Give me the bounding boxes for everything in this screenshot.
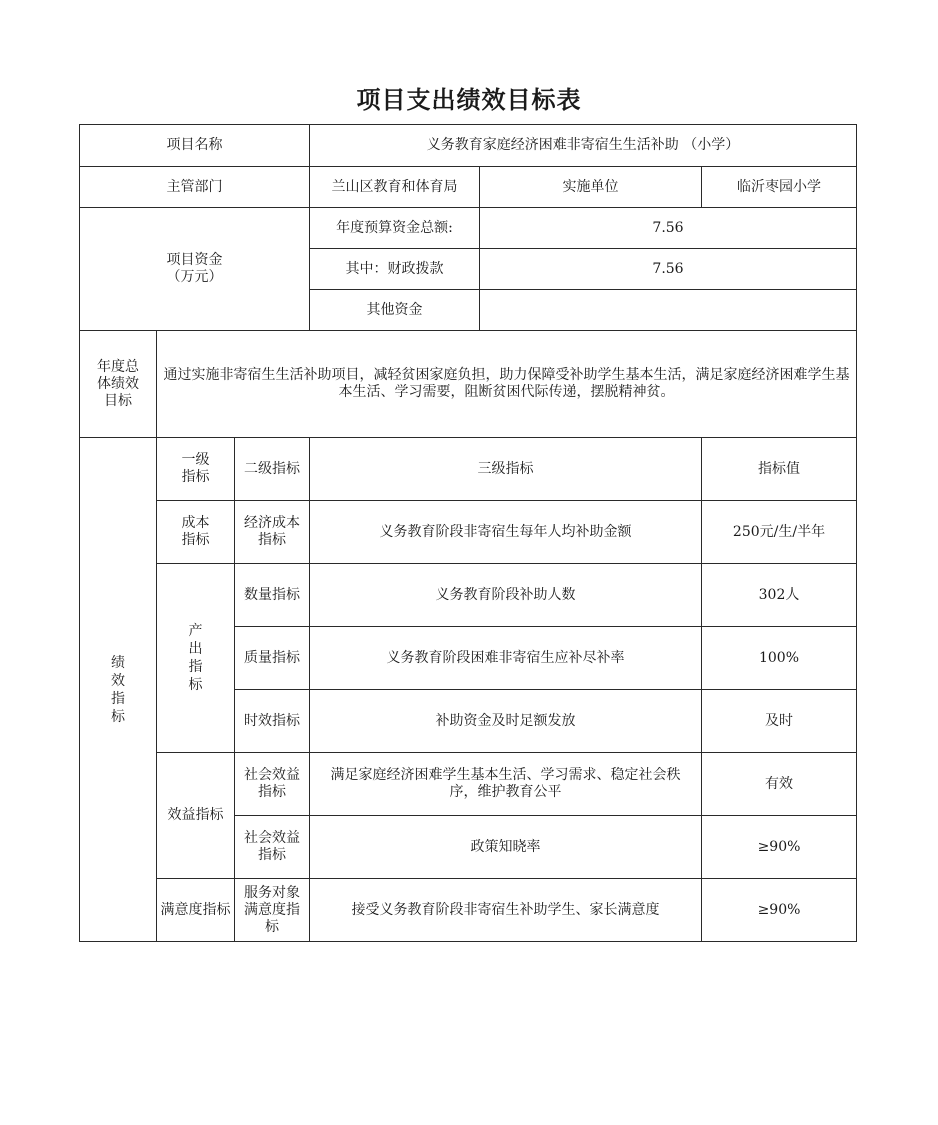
table-row	[80, 501, 857, 564]
project-name-value: 义务教育家庭经济困难非寄宿生生活补助 （小学）	[310, 125, 857, 167]
level3-cell: 满足家庭经济困难学生基本生活、学习需求、稳定社会秩序，维护教育公平	[330, 767, 681, 800]
impl-unit-value: 临沂枣园小学	[702, 167, 857, 208]
level1-cell: 效益指标	[157, 753, 235, 879]
header-level1: 一级指标	[181, 452, 210, 485]
impl-unit-label: 实施单位	[480, 167, 702, 208]
table-row	[80, 167, 857, 208]
level2-cell: 服务对象满意度指标	[244, 884, 300, 935]
level2-cell: 质量指标	[235, 627, 310, 690]
level1-cell: 产出指标	[188, 623, 203, 693]
level2-cell: 社会效益指标	[244, 830, 300, 863]
header-value: 指标值	[702, 438, 857, 501]
department-value: 兰山区教育和体育局	[310, 167, 480, 208]
level3-cell: 补助资金及时足额发放	[310, 690, 702, 753]
indicators-section-label: 绩效指标	[111, 654, 125, 725]
fiscal-label: 其中：财政拨款	[310, 249, 480, 290]
value-cell: ≥90%	[702, 879, 857, 942]
header-level2: 二级指标	[244, 460, 300, 477]
goal-label: 年度总体绩效目标	[97, 358, 139, 409]
level3-cell: 接受义务教育阶段非寄宿生补助学生、家长满意度	[351, 901, 660, 918]
other-funds-label: 其他资金	[310, 290, 480, 331]
table-row	[80, 331, 857, 438]
table-row	[80, 208, 857, 249]
value-cell: 及时	[702, 690, 857, 753]
table-row	[80, 125, 857, 167]
table-row	[80, 564, 857, 627]
value-cell: 302人	[702, 564, 857, 627]
goal-text: 通过实施非寄宿生生活补助项目，减轻贫困家庭负担，助力保障受补助学生基本生活，满足家庭经济困难学生基本生活、学习需要，阻断贫困代际传递，摆脱精神贫。	[157, 331, 857, 438]
level2-cell: 时效指标	[235, 690, 310, 753]
level2-cell: 数量指标	[235, 564, 310, 627]
performance-table	[79, 124, 857, 942]
level2-cell: 社会效益指标	[244, 767, 300, 800]
level3-cell: 政策知晓率	[310, 816, 702, 879]
level3-cell: 义务教育阶段非寄宿生每年人均补助金额	[310, 501, 702, 564]
department-label: 主管部门	[80, 167, 310, 208]
level1-cell: 成本指标	[181, 515, 210, 548]
table-row	[80, 438, 857, 501]
table-row	[80, 753, 857, 816]
value-cell: 250元/生/半年	[702, 501, 857, 564]
total-budget-value: 7.56	[480, 208, 857, 249]
level2-cell: 经济成本指标	[244, 515, 300, 548]
level3-cell: 义务教育阶段困难非寄宿生应补尽补率	[310, 627, 702, 690]
project-name-label: 项目名称	[80, 125, 310, 167]
funds-label: 项目资金（万元）	[166, 252, 223, 285]
fiscal-value: 7.56	[480, 249, 857, 290]
value-cell: 有效	[702, 753, 857, 816]
level1-cell: 满意度指标	[160, 901, 231, 918]
value-cell: ≥90%	[702, 816, 857, 879]
table-row	[80, 879, 857, 942]
header-level3: 三级指标	[310, 438, 702, 501]
other-funds-value	[480, 290, 857, 331]
page-title: 项目支出绩效目标表	[356, 85, 582, 114]
level3-cell: 义务教育阶段补助人数	[310, 564, 702, 627]
total-budget-label: 年度预算资金总额:	[310, 208, 480, 249]
value-cell: 100%	[702, 627, 857, 690]
